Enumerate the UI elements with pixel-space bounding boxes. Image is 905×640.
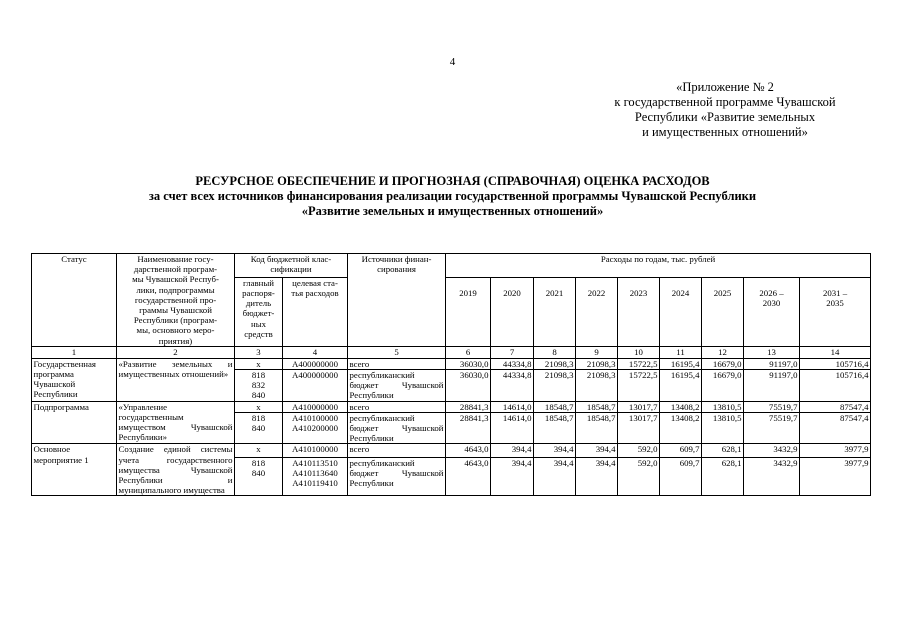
cell-value: 87547,4 <box>800 401 871 412</box>
column-number: 6 <box>446 346 491 358</box>
cell-value: 21098,3 <box>576 358 618 369</box>
cell-value: 394,4 <box>491 458 534 496</box>
cell-grbs: 818 832 840 <box>235 370 283 402</box>
cell-value: 394,4 <box>534 458 576 496</box>
table-body <box>32 358 871 496</box>
cell-value: 4643,0 <box>446 458 491 496</box>
column-number: 2 <box>117 346 235 358</box>
column-number: 1 <box>32 346 117 358</box>
appendix-line-4: и имущественных отношений» <box>642 125 808 139</box>
cell-value: 394,4 <box>491 444 534 458</box>
cell-value: 87547,4 <box>800 412 871 444</box>
cell-source: республиканский бюджет Чувашской Республики <box>349 370 444 401</box>
cell-source: всего <box>348 444 446 458</box>
column-number: 14 <box>800 346 871 358</box>
header-budget-code: Код бюджетной клас- сификации <box>235 254 348 278</box>
cell-value: 18548,7 <box>534 401 576 412</box>
cell-value: 18548,7 <box>534 412 576 444</box>
cell-value: 13408,2 <box>660 401 702 412</box>
cell-value: 75519,7 <box>744 412 800 444</box>
cell-value: 14614,0 <box>491 412 534 444</box>
cell-target: А400000000 <box>283 358 348 369</box>
cell-source: всего <box>348 401 446 412</box>
row-status: Основное мероприятие 1 <box>32 444 117 496</box>
header-year: 2020 <box>491 277 534 346</box>
table-row <box>32 401 871 412</box>
header-year: 2024 <box>660 277 702 346</box>
cell-value: 21098,3 <box>534 358 576 369</box>
cell-value: 44334,8 <box>491 358 534 369</box>
cell-value: 14614,0 <box>491 401 534 412</box>
row-status: Подпрограмма <box>32 401 117 444</box>
appendix-line-2: к государственной программе Чувашской <box>614 95 836 109</box>
cell-value: 91197,0 <box>744 370 800 402</box>
cell-value: 13017,7 <box>618 401 660 412</box>
cell-value: 44334,8 <box>491 370 534 402</box>
header-year: 2019 <box>446 277 491 346</box>
cell-value: 21098,3 <box>534 370 576 402</box>
header-year: 2026 – 2030 <box>744 277 800 346</box>
column-number-row <box>32 346 871 358</box>
cell-grbs: 818 840 <box>235 412 283 444</box>
column-number: 13 <box>744 346 800 358</box>
header-year: 2022 <box>576 277 618 346</box>
cell-value: 3977,9 <box>800 458 871 496</box>
column-number: 9 <box>576 346 618 358</box>
header-target-item: целевая ста- тья расходов <box>283 277 348 346</box>
cell-target: А410100000 <box>283 444 348 458</box>
cell-value: 609,7 <box>660 458 702 496</box>
header-year: 2023 <box>618 277 660 346</box>
row-name: «Управление государственным имуществом Чувашской Республики» <box>118 401 233 443</box>
cell-value: 628,1 <box>702 444 744 458</box>
cell-grbs: x <box>235 401 283 412</box>
cell-value: 28841,3 <box>446 401 491 412</box>
cell-value: 16195,4 <box>660 358 702 369</box>
cell-value: 3432,9 <box>744 458 800 496</box>
cell-value: 36030,0 <box>446 370 491 402</box>
cell-value: 4643,0 <box>446 444 491 458</box>
title-line-3: «Развитие земельных и имущественных отношений» <box>301 204 604 218</box>
cell-value: 16679,0 <box>702 358 744 369</box>
cell-grbs: 818 840 <box>235 458 283 496</box>
column-number: 10 <box>618 346 660 358</box>
cell-value: 394,4 <box>534 444 576 458</box>
header-sources: Источники финан- сирования <box>348 254 446 347</box>
cell-value: 91197,0 <box>744 358 800 369</box>
cell-target: А400000000 <box>283 370 348 402</box>
cell-value: 75519,7 <box>744 401 800 412</box>
appendix-line-3: Республики «Развитие земельных <box>634 110 816 124</box>
row-name: Создание единой системы учета государственного имущества Чувашской Республики и муниципального имущества <box>118 444 233 496</box>
cell-value: 18548,7 <box>576 401 618 412</box>
title-line-2: за счет всех источников финансирования реализации государственной программы Чувашской Республики <box>148 189 757 203</box>
cell-grbs: x <box>235 358 283 369</box>
cell-value: 21098,3 <box>576 370 618 402</box>
cell-source: республиканский бюджет Чувашской Республики <box>348 458 446 496</box>
cell-value: 15722,5 <box>618 370 660 402</box>
cell-value: 36030,0 <box>446 358 491 369</box>
cell-value: 13408,2 <box>660 412 702 444</box>
cell-value: 28841,3 <box>446 412 491 444</box>
cell-value: 3977,9 <box>800 444 871 458</box>
header-main-manager: главный распоря- дитель бюджет- ных средств <box>235 277 283 346</box>
cell-value: 394,4 <box>576 458 618 496</box>
cell-value: 105716,4 <box>800 370 871 402</box>
table-row <box>32 358 871 369</box>
column-number: 5 <box>348 346 446 358</box>
column-number: 3 <box>235 346 283 358</box>
cell-value: 628,1 <box>702 458 744 496</box>
header-status: Статус <box>32 254 117 347</box>
cell-target: А410100000 А410200000 <box>283 412 348 444</box>
column-number: 11 <box>660 346 702 358</box>
cell-target: А410113510 А410113640 А410119410 <box>283 458 348 496</box>
cell-value: 18548,7 <box>576 412 618 444</box>
row-status: Государственная программа Чувашской Республики <box>32 358 117 401</box>
appendix-note <box>560 80 890 140</box>
resource-table <box>31 253 871 496</box>
cell-value: 105716,4 <box>800 358 871 369</box>
title-line-1: РЕСУРСНОЕ ОБЕСПЕЧЕНИЕ И ПРОГНОЗНАЯ (СПРАВОЧНАЯ) ОЦЕНКА РАСХОДОВ <box>195 174 710 188</box>
document-title <box>0 174 905 219</box>
column-number: 7 <box>491 346 534 358</box>
column-number: 12 <box>702 346 744 358</box>
cell-value: 394,4 <box>576 444 618 458</box>
cell-value: 3432,9 <box>744 444 800 458</box>
column-number: 8 <box>534 346 576 358</box>
cell-value: 592,0 <box>618 458 660 496</box>
header-expenses: Расходы по годам, тыс. рублей <box>446 254 871 278</box>
cell-target: А410000000 <box>283 401 348 412</box>
header-year: 2025 <box>702 277 744 346</box>
table-row <box>32 444 871 458</box>
cell-value: 15722,5 <box>618 358 660 369</box>
cell-source: республиканский бюджет Чувашской Республики <box>349 412 444 444</box>
header-year: 2031 – 2035 <box>800 277 871 346</box>
header-name: Наименование госу- дарственной програм- мы Чувашской Респуб- лики, подпрограммы государственной про- граммы Чувашской Республики (програм- мы, основного меро- приятия) <box>117 254 235 347</box>
cell-grbs: x <box>235 444 283 458</box>
cell-value: 13810,5 <box>702 412 744 444</box>
row-name: «Развитие земельных и имущественных отношений» <box>117 358 235 401</box>
appendix-line-1: «Приложение № 2 <box>676 80 774 94</box>
cell-value: 13017,7 <box>618 412 660 444</box>
cell-value: 16679,0 <box>702 370 744 402</box>
header-year: 2021 <box>534 277 576 346</box>
cell-value: 609,7 <box>660 444 702 458</box>
cell-value: 13810,5 <box>702 401 744 412</box>
page-number: 4 <box>449 56 456 68</box>
cell-value: 592,0 <box>618 444 660 458</box>
column-number: 4 <box>283 346 348 358</box>
cell-source: всего <box>348 358 446 369</box>
cell-value: 16195,4 <box>660 370 702 402</box>
